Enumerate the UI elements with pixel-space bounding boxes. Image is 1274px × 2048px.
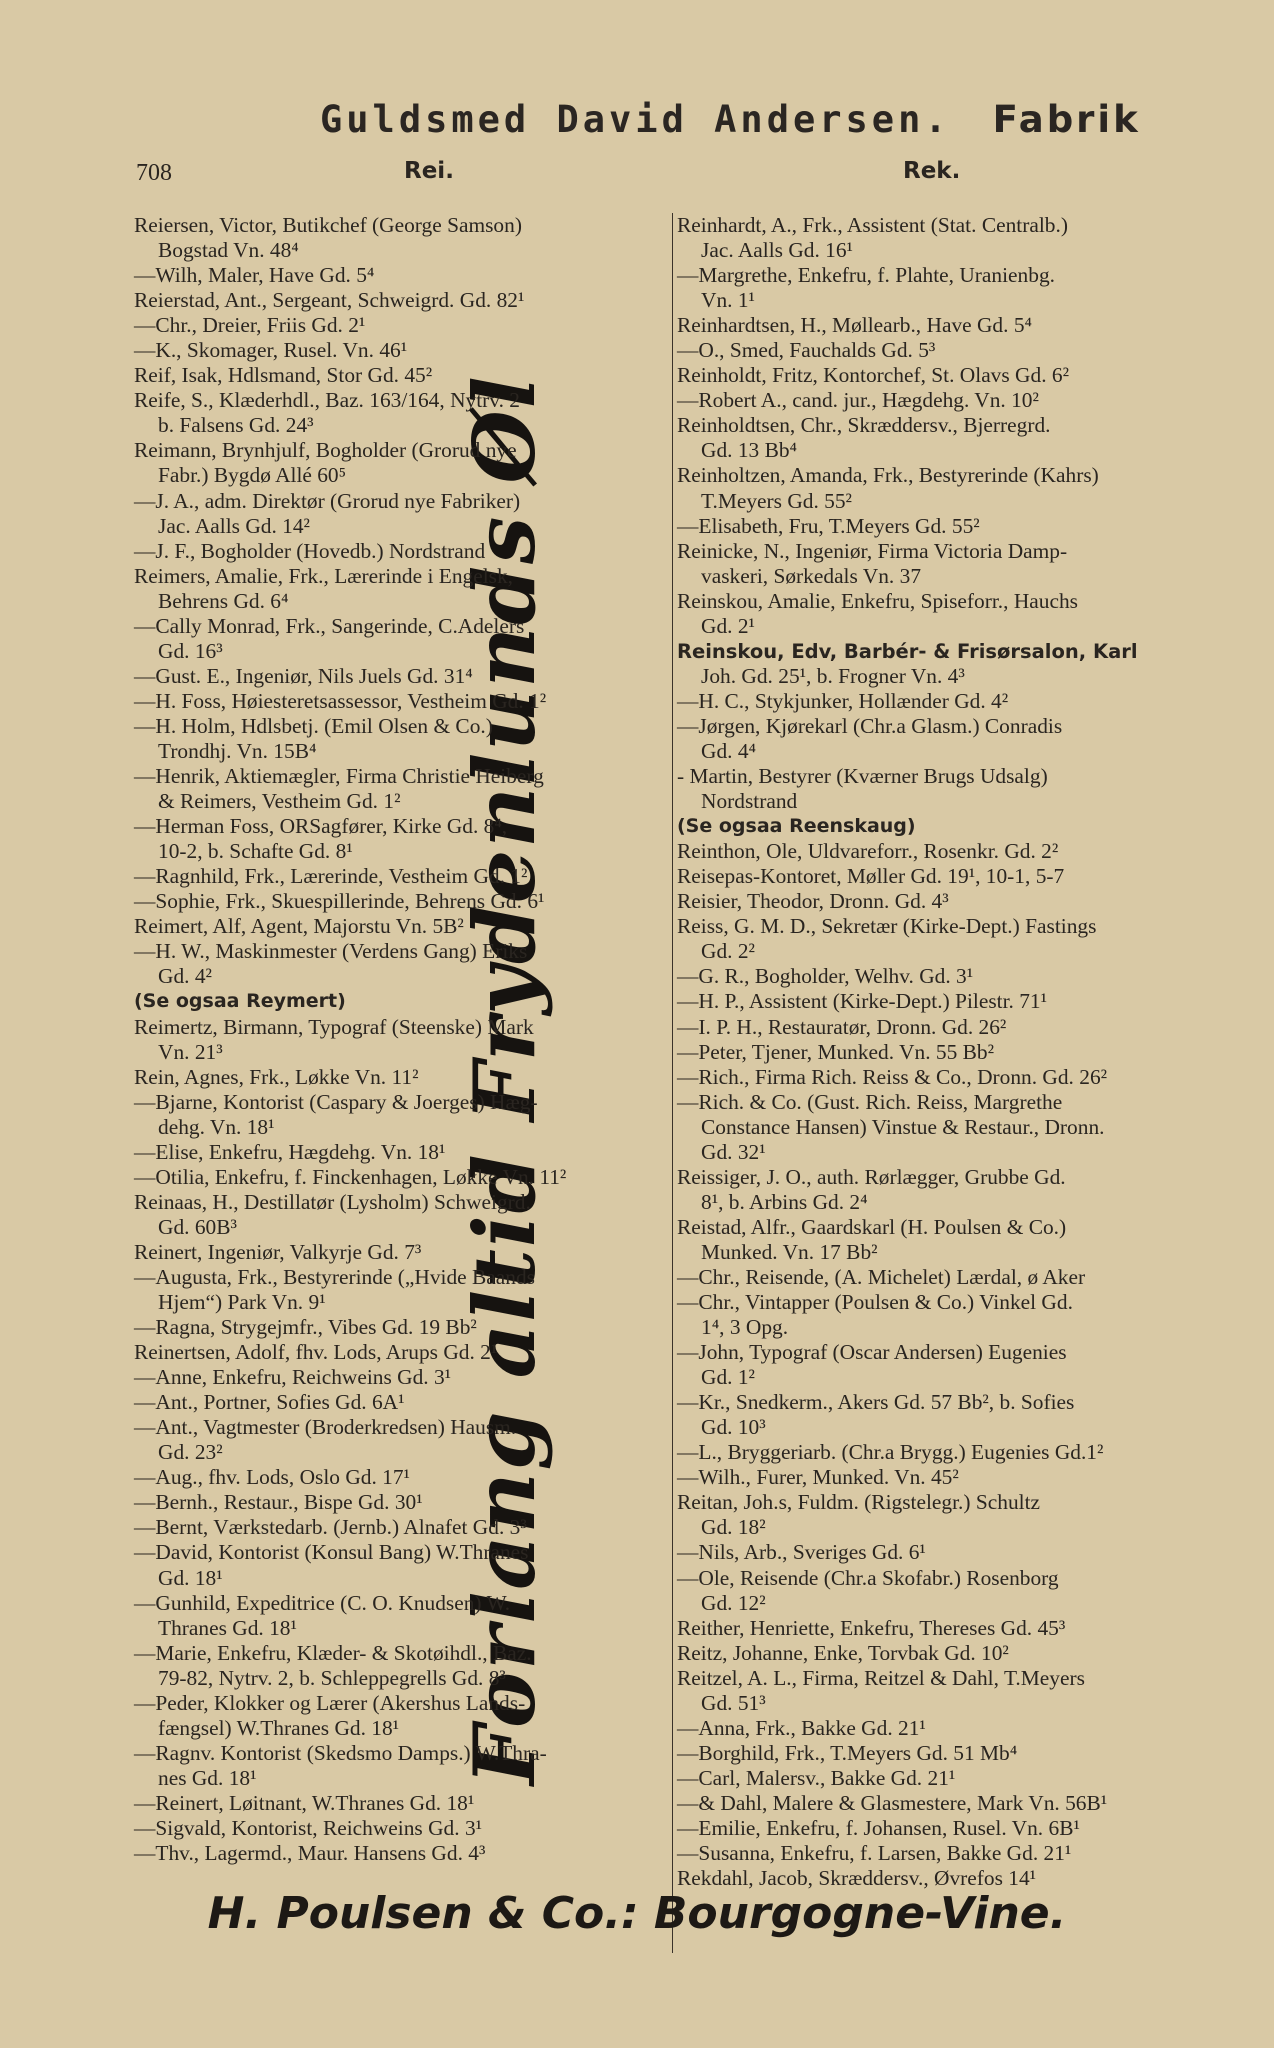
entry-line: —Rich. & Co. (Gust. Rich. Reiss, Margrethe (677, 1089, 1063, 1114)
entry-line: Reimertz, Birmann, Typograf (Steenske) Mark (134, 1014, 534, 1039)
entry-continuation-line: dehg. Vn. 18¹ (158, 1114, 275, 1139)
entry-line: —Gunhild, Expeditrice (C. O. Knudsen) W. (134, 1590, 511, 1615)
directory-entry (677, 914, 1219, 964)
directory-entry (134, 764, 670, 814)
directory-entry (134, 814, 670, 864)
entry-line: Reinthon, Ole, Uldvareforr., Rosenkr. Gd. 2² (677, 839, 1059, 864)
column-divider (672, 213, 673, 1953)
entry-line: - Martin, Bestyrer (Kværner Brugs Udsalg) (677, 764, 1048, 789)
footer-advertisement: H. Poulsen & Co.: Bourgogne-Vine. (207, 1888, 1067, 1939)
entry-continuation-line: T.Meyers Gd. 55² (701, 488, 852, 513)
entry-continuation-line: Gd. 4² (158, 964, 212, 989)
directory-entry (134, 1265, 670, 1315)
left-column (134, 213, 670, 1866)
entry-line: Reierstad, Ant., Sergeant, Schweigrd. Gd. 82¹ (134, 288, 525, 313)
directory-entry (677, 1065, 1219, 1090)
entry-continuation-line: Gd. 18¹ (158, 1565, 223, 1590)
directory-entry (134, 489, 670, 539)
entry-line: —Carl, Malersv., Bakke Gd. 21¹ (677, 1765, 956, 1790)
entry-continuation-line: vaskeri, Sørkedals Vn. 37 (701, 563, 922, 588)
entry-line: —David, Kontorist (Konsul Bang) W.Thranes (134, 1540, 529, 1565)
directory-entry (134, 614, 670, 664)
entry-line: Reinhardt, A., Frk., Assistent (Stat. Centralb.) (677, 213, 1068, 237)
directory-entry (134, 1816, 670, 1841)
entry-continuation-line: Trondhj. Vn. 15B⁴ (158, 738, 317, 763)
directory-entry (677, 1540, 1219, 1565)
directory-entry (677, 1440, 1219, 1465)
directory-entry (677, 1265, 1219, 1290)
entry-continuation-line: Vn. 1¹ (701, 288, 755, 313)
directory-entry (677, 1465, 1219, 1490)
directory-entry (134, 338, 670, 363)
directory-entry (134, 1340, 670, 1365)
entry-continuation-line: Gd. 32¹ (701, 1139, 766, 1164)
entry-continuation-line: Gd. 18² (701, 1515, 766, 1540)
entry-line: Reinaas, H., Destillatør (Lysholm) Schweigrd. (134, 1189, 531, 1214)
entry-line: (Se ogsaa Reymert) (134, 990, 346, 1013)
directory-entry (677, 764, 1219, 814)
directory-entry (677, 1390, 1219, 1440)
entry-line: Reither, Henriette, Enkefru, Thereses Gd. 45³ (677, 1615, 1066, 1640)
entry-line: —H. C., Stykjunker, Hollænder Gd. 4² (677, 688, 1009, 713)
entry-line: —Reinert, Løitnant, W.Thranes Gd. 18¹ (134, 1790, 475, 1815)
entry-continuation-line: 79-82, Nytrv. 2, b. Schleppegrells Gd. 8³ (158, 1665, 506, 1690)
entry-line: —Ant., Portner, Sofies Gd. 6A¹ (134, 1390, 405, 1415)
directory-entry (677, 1841, 1219, 1866)
directory-entry (677, 1741, 1219, 1766)
entry-line: Reissiger, J. O., auth. Rørlægger, Grubbe Gd. (677, 1164, 1066, 1189)
directory-entry (677, 1165, 1219, 1215)
right-column (677, 213, 1219, 1891)
entry-line: —Anne, Enkefru, Reichweins Gd. 3¹ (134, 1365, 452, 1390)
entry-continuation-line: Gd. 16³ (158, 638, 223, 663)
entry-line: Reimers, Amalie, Frk., Lærerinde i Engelsk, (134, 563, 514, 588)
directory-entry (134, 1841, 670, 1866)
entry-line: —Sigvald, Kontorist, Reichweins Gd. 3¹ (134, 1816, 483, 1840)
entry-continuation-line: Jac. Aalls Gd. 14² (158, 513, 310, 538)
directory-entry (134, 889, 670, 914)
entry-line: Reinskou, Amalie, Enkefru, Spiseforr., Hauchs (677, 588, 1079, 613)
directory-entry (677, 964, 1219, 989)
entry-line: —Ole, Reisende (Chr.a Skofabr.) Rosenborg (677, 1565, 1059, 1590)
directory-entry (677, 1566, 1219, 1616)
directory-entry (134, 864, 670, 889)
entry-line: Reiersen, Victor, Butikchef (George Samson) (134, 213, 522, 237)
directory-entry (134, 1140, 670, 1165)
entry-line: Reinert, Ingeniør, Valkyrje Gd. 7³ (134, 1239, 422, 1264)
entry-line: —Cally Monrad, Frk., Sangerinde, C.Adelers (134, 613, 525, 638)
entry-line: Reimann, Brynhjulf, Bogholder (Grorud nye (134, 438, 517, 463)
entry-line: —Aug., fhv. Lods, Oslo Gd. 17¹ (134, 1465, 410, 1490)
entry-continuation-line: Gd. 60B³ (158, 1214, 237, 1239)
directory-entry (677, 714, 1219, 764)
directory-entry (134, 1190, 670, 1240)
entry-line: —I. P. H., Restauratør, Dronn. Gd. 26² (677, 1014, 1007, 1039)
entry-line: —John, Typograf (Oscar Andersen) Eugenies (677, 1340, 1067, 1365)
directory-entry (134, 989, 670, 1014)
entry-line: —Peder, Klokker og Lærer (Akershus Lands- (134, 1690, 526, 1715)
directory-entry (677, 363, 1219, 388)
entry-continuation-line: Gd. 2² (701, 939, 755, 964)
directory-entry (677, 1641, 1219, 1666)
entry-continuation-line: Gd. 13 Bb⁴ (701, 438, 797, 463)
directory-entry (677, 388, 1219, 413)
entry-line: —Elisabeth, Fru, T.Meyers Gd. 55² (677, 513, 980, 538)
entry-line: —Gust. E., Ingeniør, Nils Juels Gd. 31⁴ (134, 663, 473, 688)
directory-entry (677, 989, 1219, 1014)
directory-entry (677, 814, 1219, 839)
entry-line: —& Dahl, Malere & Glasmestere, Mark Vn. 56B¹ (677, 1790, 1108, 1815)
directory-entry (134, 213, 670, 263)
entry-continuation-line: Constance Hansen) Vinstue & Restaur., Dronn. (701, 1114, 1105, 1139)
entry-line: —Peter, Tjener, Munked. Vn. 55 Bb² (677, 1039, 995, 1064)
directory-entry (134, 1090, 670, 1140)
entry-line: —Anna, Frk., Bakke Gd. 21¹ (677, 1715, 926, 1740)
directory-entry (134, 1065, 670, 1090)
header-ad-fabrik: Fabrik (992, 98, 1141, 141)
entry-line: Reisepas-Kontoret, Møller Gd. 19¹, 10-1, 5-7 (677, 864, 1065, 889)
entry-continuation-line: 10-2, b. Schafte Gd. 8¹ (158, 839, 353, 864)
entry-line: —Elise, Enkefru, Hægdehg. Vn. 18¹ (134, 1139, 446, 1164)
directory-entry (677, 689, 1219, 714)
page-number: 708 (136, 160, 172, 186)
directory-entry (677, 1015, 1219, 1040)
directory-entry (677, 514, 1219, 539)
directory-entry (677, 1616, 1219, 1641)
directory-entry (134, 1691, 670, 1741)
entry-line: —Robert A., cand. jur., Hægdehg. Vn. 10² (677, 388, 1039, 413)
entry-line: —Sophie, Frk., Skuespillerinde, Behrens Gd. 6¹ (134, 889, 545, 914)
directory-entry (134, 1415, 670, 1465)
entry-line: —H. Foss, Høiesteretsassessor, Vestheim Gd. 1² (134, 688, 547, 713)
entry-line: —Rich., Firma Rich. Reiss & Co., Dronn. Gd. 26² (677, 1064, 1108, 1089)
directory-entry (677, 1215, 1219, 1265)
entry-continuation-line: Gd. 12² (701, 1590, 766, 1615)
entry-line: —H. P., Assistent (Kirke-Dept.) Pilestr. 71¹ (677, 989, 1048, 1014)
entry-line: —Bernh., Restaur., Bispe Gd. 30¹ (134, 1490, 423, 1515)
directory-entry (134, 363, 670, 388)
directory-entry (134, 664, 670, 689)
entry-continuation-line: Gd. 23² (158, 1440, 223, 1465)
entry-line: Rekdahl, Jacob, Skræddersv., Øvrefos 14¹ (677, 1866, 1037, 1891)
entry-line: (Se ogsaa Reenskaug) (677, 815, 916, 838)
directory-entry (677, 463, 1219, 513)
directory-entry (134, 1591, 670, 1641)
directory-entry (134, 263, 670, 288)
directory-entry (134, 1641, 670, 1691)
directory-entry (677, 338, 1219, 363)
directory-entry (134, 939, 670, 989)
entry-line: —Ragnhild, Frk., Lærerinde, Vestheim Gd. 1² (134, 864, 528, 889)
directory-entry (134, 564, 670, 614)
entry-line: —Herman Foss, ORSagfører, Kirke Gd. 8⁴, (134, 814, 508, 839)
entry-continuation-line: Gd. 2¹ (701, 613, 755, 638)
entry-continuation-line: 8¹, b. Arbins Gd. 2⁴ (701, 1189, 868, 1214)
entry-line: Reinholdtsen, Chr., Skræddersv., Bjerregrd. (677, 413, 1051, 438)
directory-entry (134, 388, 670, 438)
entry-line: Rein, Agnes, Frk., Løkke Vn. 11² (134, 1064, 419, 1089)
directory-entry (677, 1290, 1219, 1340)
entry-line: Reinholtzen, Amanda, Frk., Bestyrerinde (Kahrs) (677, 463, 1099, 488)
entry-line: Reif, Isak, Hdlsmand, Stor Gd. 45² (134, 363, 433, 388)
directory-entry (134, 1390, 670, 1415)
directory-entry (134, 914, 670, 939)
entry-continuation-line: b. Falsens Gd. 24³ (158, 413, 314, 438)
directory-entry (134, 689, 670, 714)
entry-line: —Bjarne, Kontorist (Caspary & Joerges) Hæg- (134, 1089, 538, 1114)
directory-entry (677, 1340, 1219, 1390)
entry-continuation-line: Behrens Gd. 6⁴ (158, 588, 289, 613)
entry-continuation-line: Joh. Gd. 25¹, b. Frogner Vn. 4³ (701, 663, 965, 688)
entry-line: —G. R., Bogholder, Welhv. Gd. 3¹ (677, 964, 974, 989)
entry-line: —K., Skomager, Rusel. Vn. 46¹ (134, 338, 408, 363)
entry-line: Reitz, Johanne, Enke, Torvbak Gd. 10² (677, 1640, 1009, 1665)
entry-line: —Kr., Snedkerm., Akers Gd. 57 Bb², b. Sofies (677, 1390, 1075, 1415)
directory-entry (677, 313, 1219, 338)
entry-line: —Bernt, Værkstedarb. (Jernb.) Alnafet Gd. 3³ (134, 1515, 527, 1540)
entry-continuation-line: & Reimers, Vestheim Gd. 1² (158, 789, 401, 814)
entry-line: Reitzel, A. L., Firma, Reitzel & Dahl, T.Meyers (677, 1665, 1085, 1690)
entry-line: —Borghild, Frk., T.Meyers Gd. 51 Mb⁴ (677, 1740, 1018, 1765)
entry-line: —Wilh., Furer, Munked. Vn. 45² (677, 1465, 959, 1490)
header-ad-main: Guldsmed David Andersen. (320, 98, 951, 141)
entry-line: Reinertsen, Adolf, fhv. Lods, Arups Gd. 2¹ (134, 1340, 498, 1365)
entry-line: —H. Holm, Hdlsbetj. (Emil Olsen & Co.) (134, 713, 493, 738)
directory-entry (677, 263, 1219, 313)
entry-line: Reinskou, Edv, Barbér- & Frisørsalon, Karl (677, 639, 1138, 663)
entry-line: Reimert, Alf, Agent, Majorstu Vn. 5B² (134, 914, 464, 939)
entry-line: —J. A., adm. Direktør (Grorud nye Fabriker) (134, 488, 521, 513)
entry-continuation-line: Nordstrand (701, 789, 798, 814)
entry-continuation-line: Hjem“) Park Vn. 9¹ (158, 1290, 326, 1315)
directory-entry (677, 1816, 1219, 1841)
directory-entry (134, 714, 670, 764)
entry-line: Reiss, G. M. D., Sekretær (Kirke-Dept.) Fastings (677, 914, 1097, 939)
entry-line: —Chr., Vintapper (Poulsen & Co.) Vinkel Gd. (677, 1290, 1073, 1315)
entry-line: —H. W., Maskinmester (Verdens Gang) Eriks (134, 939, 528, 964)
entry-continuation-line: Jac. Aalls Gd. 16¹ (701, 238, 853, 263)
entry-line: —Otilia, Enkefru, f. Finckenhagen, Løkke Vn. 11² (134, 1164, 567, 1189)
entry-continuation-line: Vn. 21³ (158, 1039, 223, 1064)
entry-line: —Ant., Vagtmester (Broderkredsen) Hausm. (134, 1415, 517, 1440)
entry-line: —J. F., Bogholder (Hovedb.) Nordstrand (134, 538, 486, 563)
directory-entry (677, 839, 1219, 864)
directory-entry (677, 889, 1219, 914)
entry-line: —Chr., Dreier, Friis Gd. 2¹ (134, 313, 366, 338)
directory-entry (134, 1490, 670, 1515)
entry-line: Reinicke, N., Ingeniør, Firma Victoria Damp- (677, 538, 1068, 563)
entry-line: —Chr., Reisende, (A. Michelet) Lærdal, ø Aker (677, 1264, 1086, 1289)
directory-entry (134, 539, 670, 564)
entry-line: Reisier, Theodor, Dronn. Gd. 4³ (677, 889, 949, 914)
entry-line: —Wilh, Maler, Have Gd. 5⁴ (134, 263, 375, 288)
directory-entry (134, 288, 670, 313)
entry-line: —Augusta, Frk., Bestyrerinde („Hvide Baands (134, 1264, 535, 1289)
entry-continuation-line: Gd. 51³ (701, 1690, 766, 1715)
entry-line: Reistad, Alfr., Gaardskarl (H. Poulsen & Co.) (677, 1214, 1067, 1239)
directory-entry (134, 1165, 670, 1190)
directory-entry (677, 1791, 1219, 1816)
entry-continuation-line: fængsel) W.Thranes Gd. 18¹ (158, 1715, 400, 1740)
entry-line: Reinholdt, Fritz, Kontorchef, St. Olavs Gd. 6² (677, 363, 1069, 388)
directory-entry (134, 1015, 670, 1065)
entry-line: —Jørgen, Kjørekarl (Chr.a Glasm.) Conradis (677, 713, 1063, 738)
directory-entry (677, 1040, 1219, 1065)
entry-line: Reitan, Joh.s, Fuldm. (Rigstelegr.) Schultz (677, 1490, 1041, 1515)
entry-line: —Ragnv. Kontorist (Skedsmo Damps.) W.Thra- (134, 1740, 547, 1765)
entry-continuation-line: Thranes Gd. 18¹ (158, 1615, 297, 1640)
running-head-right: Rek. (903, 158, 961, 184)
entry-line: —Marie, Enkefru, Klæder- & Skotøihdl., Baz. (134, 1640, 532, 1665)
entry-line: —Margrethe, Enkefru, f. Plahte, Uranienbg. (677, 263, 1055, 288)
entry-line: —Emilie, Enkefru, f. Johansen, Rusel. Vn. 6B¹ (677, 1816, 1080, 1840)
directory-entry (677, 1490, 1219, 1540)
entry-line: Reinhardtsen, H., Møllearb., Have Gd. 5⁴ (677, 313, 1032, 338)
entry-line: Reife, S., Klæderhdl., Baz. 163/164, Nytrv. 2 (134, 388, 520, 413)
directory-entry (677, 639, 1219, 689)
entry-line: —Henrik, Aktiemægler, Firma Christie Heiberg (134, 764, 544, 789)
directory-entry (677, 1090, 1219, 1165)
entry-line: —Thv., Lagermd., Maur. Hansens Gd. 4³ (134, 1841, 486, 1866)
directory-entry (134, 1540, 670, 1590)
entry-line: —Ragna, Strygejmfr., Vibes Gd. 19 Bb² (134, 1315, 477, 1340)
entry-continuation-line: Gd. 1² (701, 1365, 755, 1390)
entry-continuation-line: 1⁴, 3 Opg. (701, 1315, 789, 1340)
directory-entry (677, 539, 1219, 589)
entry-continuation-line: Gd. 10³ (701, 1415, 766, 1440)
directory-entry (677, 1766, 1219, 1791)
entry-line: —Nils, Arb., Sveriges Gd. 6¹ (677, 1540, 926, 1565)
directory-entry (134, 438, 670, 488)
directory-entry (677, 589, 1219, 639)
directory-entry (134, 1240, 670, 1265)
entry-continuation-line: Fabr.) Bygdø Allé 60⁵ (158, 463, 347, 488)
header-advertisement (320, 98, 1200, 141)
entry-line: —O., Smed, Fauchalds Gd. 5³ (677, 338, 936, 363)
directory-entry (677, 213, 1219, 263)
directory-entry (134, 1315, 670, 1340)
directory-entry (134, 1515, 670, 1540)
directory-entry (677, 1716, 1219, 1741)
directory-entry (134, 1365, 670, 1390)
directory-entry (134, 1791, 670, 1816)
directory-entry (134, 1465, 670, 1490)
entry-continuation-line: Munked. Vn. 17 Bb² (701, 1239, 878, 1264)
side-advertisement: Forlang altid Frydenlunds Øl (455, 374, 554, 1785)
directory-entry (677, 1666, 1219, 1716)
entry-continuation-line: Gd. 4⁴ (701, 738, 756, 763)
entry-continuation-line: nes Gd. 18¹ (158, 1765, 257, 1790)
directory-entry (677, 864, 1219, 889)
entry-line: —Susanna, Enkefru, f. Larsen, Bakke Gd. 21¹ (677, 1841, 1072, 1866)
entry-continuation-line: Bogstad Vn. 48⁴ (158, 238, 299, 263)
directory-entry (134, 313, 670, 338)
directory-entry (134, 1741, 670, 1791)
directory-entry (677, 413, 1219, 463)
running-head-left: Rei. (404, 158, 454, 184)
entry-line: —L., Bryggeriarb. (Chr.a Brygg.) Eugenies Gd.1² (677, 1440, 1104, 1465)
